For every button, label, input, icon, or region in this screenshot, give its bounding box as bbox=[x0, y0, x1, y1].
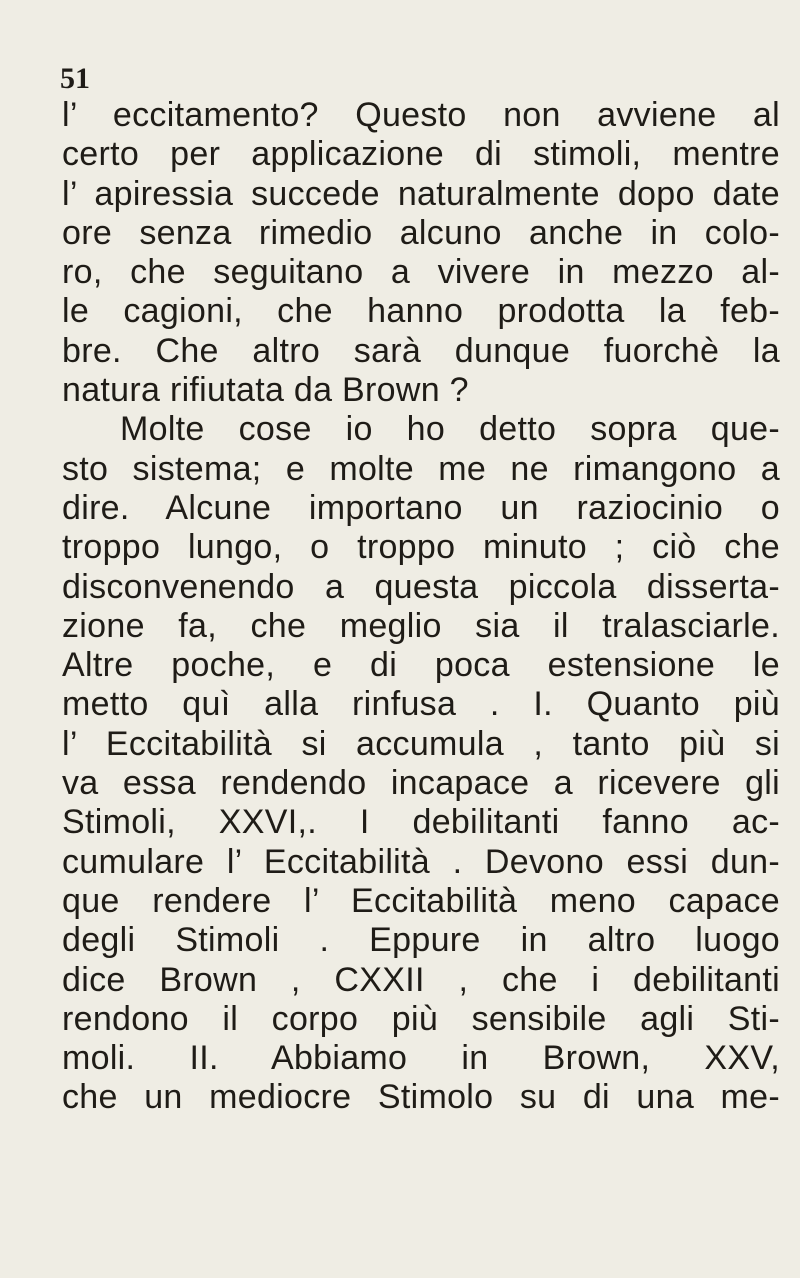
text-line: che un mediocre Stimolo su di una me- bbox=[62, 1078, 780, 1117]
text-line: l’ eccitamento? Questo non avviene al bbox=[62, 96, 780, 134]
text-line: ore senza rimedio alcuno anche in colo- bbox=[62, 213, 780, 252]
text-line: zione fa, che meglio sia il tralasciarle. bbox=[62, 606, 780, 645]
text-line: l’ apiressia succede naturalmente dopo date bbox=[62, 174, 780, 213]
text-line: que rendere l’ Eccitabilità meno capace bbox=[62, 881, 780, 920]
text-line: dice Brown , CXXII , che i debilitanti bbox=[62, 960, 780, 999]
text-line: va essa rendendo incapace a ricevere gli bbox=[62, 764, 780, 803]
text-line: certo per applicazione di stimoli, mentre bbox=[62, 135, 780, 174]
text-line: Altre poche, e di poca estensione le bbox=[62, 646, 780, 685]
text-line: Molte cose io ho detto sopra que- bbox=[120, 410, 780, 449]
text-line: moli. II. Abbiamo in Brown, XXV, bbox=[62, 1039, 780, 1078]
text-line: degli Stimoli . Eppure in altro luogo bbox=[62, 921, 780, 960]
text-line: natura rifiutata da Brown ? bbox=[62, 371, 469, 410]
text-line: l’ Eccitabilità si accumula , tanto più si bbox=[62, 724, 780, 763]
page-number: 51 bbox=[60, 62, 90, 95]
text-line: rendono il corpo più sensibile agli Sti- bbox=[62, 999, 780, 1038]
text-line: bre. Che altro sarà dunque fuorchè la bbox=[62, 331, 780, 370]
text-line: le cagioni, che hanno prodotta la feb- bbox=[62, 292, 780, 331]
text-line: dire. Alcune importano un raziocinio o bbox=[62, 488, 780, 527]
text-line: metto quì alla rinfusa . I. Quanto più bbox=[62, 685, 780, 724]
text-line: troppo lungo, o troppo minuto ; ciò che bbox=[62, 528, 780, 567]
body-text bbox=[62, 96, 780, 1118]
text-line: Stimoli, XXVI,. I debilitanti fanno ac- bbox=[62, 803, 780, 842]
text-line: ro, che seguitano a vivere in mezzo al- bbox=[62, 253, 780, 292]
text-line: cumulare l’ Eccitabilità . Devono essi dun- bbox=[62, 842, 780, 881]
text-line: sto sistema; e molte me ne rimangono a bbox=[62, 449, 780, 488]
text-line: disconvenendo a questa piccola disserta- bbox=[62, 567, 780, 606]
